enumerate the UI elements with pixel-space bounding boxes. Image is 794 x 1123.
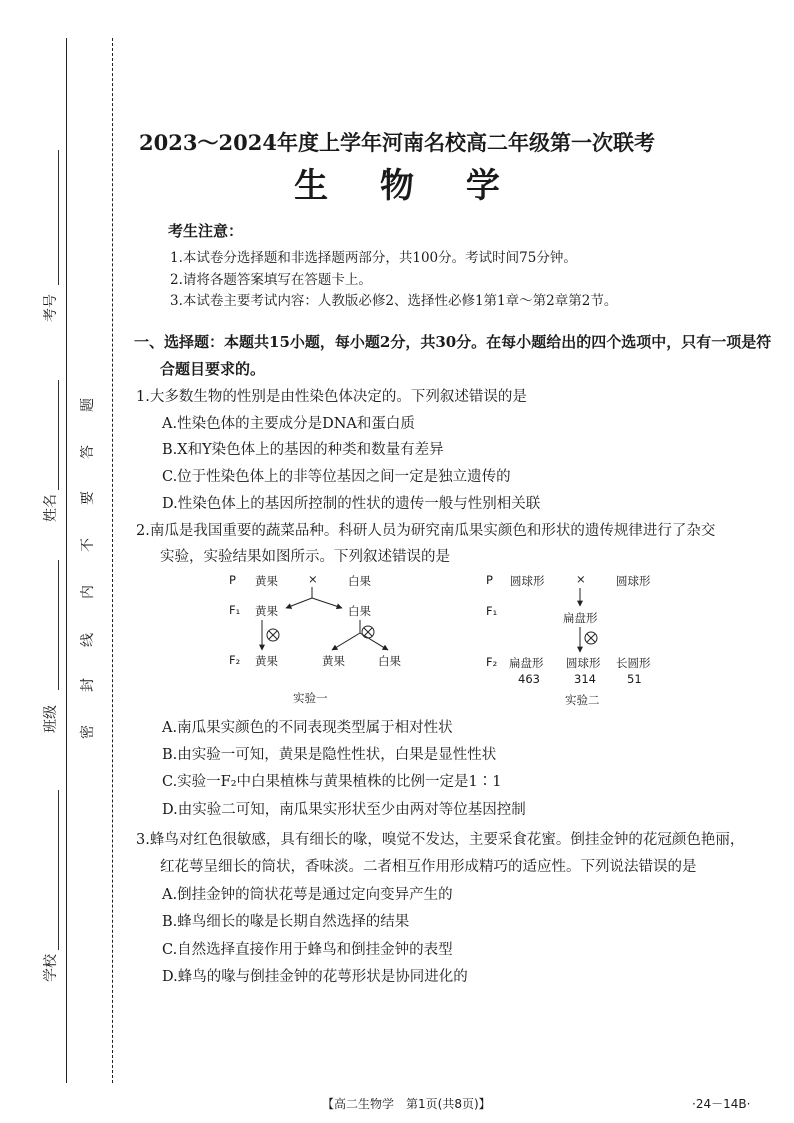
seal-char: 要 bbox=[80, 491, 96, 505]
option-a: A.倒挂金钟的筒状花萼是通过定向变异产生的 bbox=[162, 887, 453, 903]
parent-right: 圆球形 bbox=[616, 574, 651, 588]
option-d: D.由实验二可知，南瓜果实形状至少由两对等位基因控制 bbox=[162, 802, 526, 818]
seal-char: 内 bbox=[80, 585, 96, 599]
seal-char: 答 bbox=[80, 445, 96, 459]
figure-caption: 实验一 bbox=[293, 691, 328, 705]
f2-a: 黄果 bbox=[255, 654, 278, 668]
f2-b-count: 314 bbox=[574, 672, 596, 686]
question-stem-cont: 实验，实验结果如图所示。下列叙述错误的是 bbox=[160, 549, 450, 565]
question-stem-cont: 红花萼呈细长的筒状，香味淡。二者相互作用形成精巧的适应性。下列说法错误的是 bbox=[160, 859, 697, 875]
parent-right: 白果 bbox=[348, 574, 371, 588]
cross-symbol: × bbox=[308, 572, 318, 586]
subject-title: 生 物 学 bbox=[294, 166, 520, 206]
generation-label-f2: F₂ bbox=[486, 655, 498, 669]
f1-left: 黄果 bbox=[255, 604, 278, 618]
section-heading-cont: 合题目要求的。 bbox=[160, 360, 266, 378]
seal-char: 线 bbox=[80, 633, 96, 647]
f2-c-count: 51 bbox=[627, 672, 642, 686]
exam-title: 2023～2024年度上学年河南名校高二年级第一次联考 bbox=[139, 130, 655, 155]
generation-label-f2: F₂ bbox=[229, 653, 241, 667]
paper-code: ·24－14B· bbox=[692, 1097, 751, 1111]
name-label: 姓名 bbox=[43, 494, 59, 522]
arrow bbox=[312, 598, 342, 608]
f2-b: 圆球形 bbox=[566, 656, 601, 670]
school-line bbox=[58, 790, 59, 950]
option-c: C.自然选择直接作用于蜂鸟和倒挂金钟的表型 bbox=[162, 942, 453, 958]
cross-symbol: × bbox=[576, 572, 586, 586]
class-line bbox=[58, 560, 59, 690]
option-b: B.由实验一可知，黄果是隐性性状，白果是显性性状 bbox=[162, 747, 497, 763]
class-label: 班级 bbox=[43, 705, 59, 733]
arrow bbox=[332, 633, 360, 650]
question-stem: 2.南瓜是我国重要的蔬菜品种。科研人员为研究南瓜果实颜色和形状的遗传规律进行了杂交 bbox=[136, 523, 716, 539]
option-d: D.性染色体上的基因所控制的性状的遗传一般与性别相关联 bbox=[162, 496, 541, 512]
option-b: B.X和Y染色体上的基因的种类和数量有差异 bbox=[162, 442, 444, 458]
option-a: A.南瓜果实颜色的不同表现类型属于相对性状 bbox=[162, 720, 453, 736]
figure-caption: 实验二 bbox=[565, 693, 600, 707]
question-stem: 1.大多数生物的性别是由性染色体决定的。下列叙述错误的是 bbox=[136, 389, 527, 405]
seal-char: 不 bbox=[80, 538, 96, 552]
arrow bbox=[286, 598, 312, 608]
parent-left: 黄果 bbox=[255, 574, 278, 588]
school-label: 学校 bbox=[43, 954, 59, 982]
f2-a: 扁盘形 bbox=[509, 656, 544, 670]
notice-item: 2.请将各题答案填写在答题卡上。 bbox=[170, 272, 372, 288]
section-heading: 一、选择题：本题共15小题，每小题2分，共30分。在每小题给出的四个选项中，只有一项是符 bbox=[134, 333, 772, 351]
parent-left: 圆球形 bbox=[510, 574, 545, 588]
generation-label-p: P bbox=[486, 573, 493, 587]
option-c: C.实验一F₂中白果植株与黄果植株的比例一定是1∶1 bbox=[162, 774, 502, 790]
f2-c: 长圆形 bbox=[616, 656, 651, 670]
option-d: D.蜂鸟的喙与倒挂金钟的花萼形状是协同进化的 bbox=[162, 969, 468, 985]
generation-label-f1: F₁ bbox=[486, 604, 498, 618]
option-a: A.性染色体的主要成分是DNA和蛋白质 bbox=[162, 416, 415, 432]
f1-right: 白果 bbox=[348, 604, 371, 618]
notice-item: 3.本试卷主要考试内容：人教版必修2、选择性必修1第1章～第2章第2节。 bbox=[170, 293, 618, 309]
f1-offspring: 扁盘形 bbox=[563, 611, 598, 625]
generation-label-f1: F₁ bbox=[229, 603, 241, 617]
f2-c: 白果 bbox=[378, 654, 401, 668]
seal-char: 题 bbox=[80, 398, 96, 412]
notice-heading: 考生注意： bbox=[168, 222, 244, 240]
name-line bbox=[58, 380, 59, 490]
f2-b: 黄果 bbox=[322, 654, 345, 668]
experiment-2-arrows bbox=[560, 580, 620, 660]
exam-number-label: 考号 bbox=[43, 294, 59, 322]
notice-item: 1.本试卷分选择题和非选择题两部分，共100分。考试时间75分钟。 bbox=[170, 250, 577, 266]
option-c: C.位于性染色体上的非等位基因之间一定是独立遗传的 bbox=[162, 469, 511, 485]
seal-char: 密 bbox=[80, 725, 96, 739]
generation-label-p: P bbox=[229, 573, 236, 587]
option-b: B.蜂鸟细长的喙是长期自然选择的结果 bbox=[162, 914, 410, 930]
question-stem: 3.蜂鸟对红色很敏感，具有细长的喙，嗅觉不发达，主要采食花蜜。倒挂金钟的花冠颜色艳丽， bbox=[136, 832, 745, 848]
seal-char: 封 bbox=[80, 678, 96, 692]
f2-a-count: 463 bbox=[518, 672, 540, 686]
page-footer: 【高二生物学 第1页(共8页)】 bbox=[322, 1097, 491, 1111]
experiment-1-arrows bbox=[220, 570, 420, 660]
